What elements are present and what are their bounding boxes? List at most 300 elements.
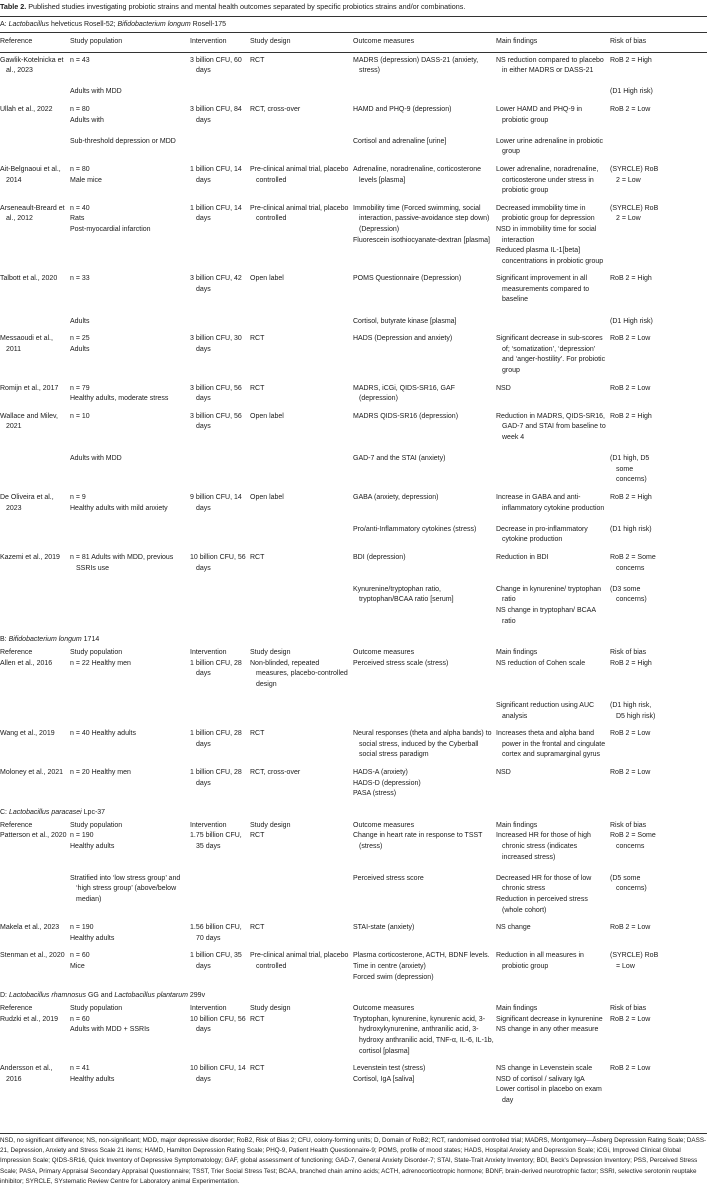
cell-reference	[0, 831, 70, 863]
study-design-text: RCT	[250, 56, 265, 64]
outcome-measures-text: BDI (depression)	[353, 553, 406, 561]
table-row	[0, 56, 707, 77]
cell-outcome-measures	[353, 831, 496, 863]
cell-study-population	[70, 831, 190, 863]
risk-of-bias-text: RoB 2 = Low	[610, 924, 651, 932]
cell-risk-of-bias	[610, 729, 707, 768]
study-population-text: Adults	[70, 317, 90, 325]
study-population-text: Mice	[70, 962, 85, 970]
cell-main-findings	[496, 574, 610, 634]
outcome-measures-text: Levenstein test (stress)	[353, 1065, 426, 1073]
cell-main-findings	[496, 56, 610, 77]
section-title-part: Bifidobacterium longum	[8, 636, 82, 644]
cell-risk-of-bias	[610, 831, 707, 863]
cell-main-findings	[496, 1064, 610, 1113]
cell-intervention	[190, 768, 250, 807]
cell-study-design	[250, 659, 353, 691]
cell-study-design	[250, 412, 353, 444]
outcome-measures-text: Pro/anti-Inflammatory cytokines (stress)	[353, 525, 477, 533]
column-header-outcome-measures: Outcome measures	[353, 1005, 415, 1013]
column-header-row	[0, 33, 707, 53]
section-title-part: Lactobacillus plantarum	[114, 992, 188, 1000]
cell-study-population	[70, 306, 190, 334]
cell-main-findings	[496, 514, 610, 553]
study-design-text: RCT	[250, 1065, 265, 1073]
cell-outcome-measures	[353, 56, 496, 77]
study-population-text: Adults with MDD	[70, 88, 122, 96]
cell-study-design	[250, 165, 353, 204]
cell-reference	[0, 768, 70, 807]
outcome-measures-text: Neural responses (theta and alpha bands) to social stress, induced by the Cyberball social stress paradigm	[353, 730, 492, 759]
section-title-part: 299v	[187, 992, 206, 1000]
reference-text: Allen et al., 2016	[0, 659, 53, 667]
main-findings-text: Reduction in BDI	[496, 553, 549, 561]
main-findings-text: NS change in any other measure	[496, 1026, 599, 1034]
cell-study-design	[250, 334, 353, 383]
main-findings-text: Lower cortisol in placebo on exam day	[496, 1086, 602, 1104]
table-label: Table 2.	[0, 2, 27, 11]
cell-main-findings	[496, 493, 610, 514]
column-header-risk-of-bias: Risk of bias	[610, 821, 647, 829]
study-design-text: Open label	[250, 493, 284, 501]
outcome-measures-text: HAMD and PHQ-9 (depression)	[353, 105, 452, 113]
section-title-part: 1714	[81, 636, 100, 644]
section-title-part: Bifidobacterium longum	[117, 21, 191, 28]
section-table	[0, 820, 707, 990]
cell-reference	[0, 334, 70, 383]
cell-reference	[0, 493, 70, 514]
section-title	[0, 807, 707, 820]
intervention-text: 3 billion CFU, 42 days	[190, 275, 242, 293]
study-design-text: RCT	[250, 730, 265, 738]
cell-study-population	[70, 412, 190, 444]
study-population-text: n = 60	[70, 1015, 90, 1023]
study-design-text: RCT	[250, 335, 265, 343]
table-subrow	[0, 514, 707, 553]
outcome-measures-text: Tryptophan, kynurenine, kynurenic acid, 3-hydroxykynurenine, anthranilic acid, 3-hydroxy anthranilic acid, TNF-α, IL-6, IL-1b, cortisol [plasma]	[353, 1015, 494, 1055]
column-header-study-design: Study design	[250, 649, 291, 657]
table-row	[0, 384, 707, 412]
intervention-text: 1 billion CFU, 28 days	[190, 730, 242, 748]
study-population-text: Healthy adults, moderate stress	[70, 395, 169, 403]
main-findings-text: Decreased HR for those of low chronic stress	[496, 874, 592, 893]
cell-outcome-measures	[353, 951, 496, 990]
section-title-part: GG and	[86, 992, 115, 1000]
cell-main-findings	[496, 863, 610, 923]
main-findings-text: Lower HAMD and PHQ-9 in probiotic group	[496, 105, 582, 124]
cell-risk-of-bias	[610, 863, 707, 923]
outcome-measures-text: STAI-state (anxiety)	[353, 924, 415, 932]
cell-intervention	[190, 553, 250, 574]
cell-intervention	[190, 77, 250, 105]
cell-risk-of-bias	[610, 1015, 707, 1064]
table-subrow	[0, 574, 707, 634]
cell-study-population	[70, 768, 190, 807]
outcome-measures-text: Adrenaline, noradrenaline, corticosterone levels [plasma]	[353, 165, 482, 184]
table-row	[0, 105, 707, 126]
cell-study-design	[250, 951, 353, 990]
cell-risk-of-bias	[610, 334, 707, 383]
intervention-text: 1 billion CFU, 35 days	[190, 952, 242, 970]
column-header-outcome-measures: Outcome measures	[353, 821, 415, 829]
intervention-text: 10 billion CFU, 56 days	[190, 553, 246, 572]
cell-reference	[0, 165, 70, 204]
section-title	[0, 634, 707, 647]
study-population-text: Healthy adults	[70, 934, 115, 942]
study-population-text: n = 10	[70, 412, 90, 420]
cell-intervention	[190, 493, 250, 514]
main-findings-text: Reduction in all measures in probiotic group	[496, 952, 584, 970]
intervention-text: 1 billion CFU, 14 days	[190, 165, 242, 184]
intervention-text: 3 billion CFU, 56 days	[190, 384, 242, 403]
cell-study-population	[70, 863, 190, 923]
column-header-row	[0, 1003, 707, 1015]
cell-outcome-measures	[353, 1064, 496, 1113]
cell-main-findings	[496, 384, 610, 412]
table-subrow	[0, 863, 707, 923]
cell-risk-of-bias	[610, 384, 707, 412]
cell-study-population	[70, 77, 190, 105]
cell-outcome-measures	[353, 274, 496, 306]
cell-risk-of-bias	[610, 1064, 707, 1113]
cell-study-population	[70, 1015, 190, 1064]
column-header-reference: Reference	[0, 649, 33, 657]
cell-main-findings	[496, 659, 610, 691]
cell-intervention	[190, 56, 250, 77]
table-footnote: NSD, no significant difference; NS, non-significant; MDD, major depressive disorder; RoB2, Risk of Bias 2; CFU, colony-forming units; D, Domain of RoB2; RCT, randomised controlled trial; MADRS, Montgomery—Åsberg Depression Rating Scale; DASS-21, Depression, Anxiety and Stress Scale 21 items; HAMD, Hamilton Depression Rating Scale; PHQ-9, Patient Health Questionnaire-9; POMS, profile of mood states; HADS, Hospital Anxiety and Depression Scale; iCGi, Improved Clinical Global Impression Scale; QIDS-SR16, Quick Inventory of Depressive Symptomatology; GAF, global assessment of functioning; GAD-7, General Anxiety Disorder-7; STAI, State-Trait Anxiety Inventory; BDI, Beck's Depression Inventory; PSS, Perceived Stress Scale; PASA, Primary Appraisal Secondary Appraisal Questionnaire; TSST, Trier Social Stress Test; BCAA, branched chain amino acids; ACTH, adrenocorticotropic hormone; BDNF, brain-derived neurotrophic factor; SSRI, selective serotonin reuptake inhibitor; SYRCLE, SYstematic Review Centre for Laboratory animal Experimentation.	[0, 1137, 707, 1185]
cell-reference	[0, 274, 70, 306]
risk-of-bias-text: (D1 high, D5 some concerns)	[610, 455, 650, 484]
study-population-text: n = 79	[70, 384, 90, 392]
table-row	[0, 334, 707, 383]
table-row	[0, 553, 707, 574]
footnote-rule	[0, 1133, 707, 1134]
cell-outcome-measures	[353, 204, 496, 275]
cell-reference	[0, 923, 70, 951]
cell-outcome-measures	[353, 493, 496, 514]
cell-intervention	[190, 1064, 250, 1113]
risk-of-bias-text: (D1 high risk)	[610, 525, 652, 533]
cell-study-design	[250, 514, 353, 553]
main-findings-text: Reduced plasma IL-1[beta] concentrations in probiotic group	[496, 247, 604, 265]
column-header-main-findings: Main findings	[496, 1005, 538, 1013]
reference-text: Makela et al., 2023	[0, 924, 60, 932]
cell-main-findings	[496, 444, 610, 493]
cell-risk-of-bias	[610, 274, 707, 306]
outcome-measures-text: PASA (stress)	[353, 790, 397, 798]
outcome-measures-text: HADS (Depression and anxiety)	[353, 335, 453, 343]
cell-study-population	[70, 553, 190, 574]
cell-intervention	[190, 412, 250, 444]
risk-of-bias-text: RoB 2 = Low	[610, 335, 651, 343]
cell-main-findings	[496, 1015, 610, 1064]
cell-reference	[0, 384, 70, 412]
cell-study-population	[70, 105, 190, 126]
cell-outcome-measures	[353, 659, 496, 691]
cell-reference	[0, 574, 70, 634]
cell-reference	[0, 56, 70, 77]
cell-intervention	[190, 306, 250, 334]
cell-risk-of-bias	[610, 126, 707, 165]
cell-main-findings	[496, 306, 610, 334]
cell-risk-of-bias	[610, 204, 707, 275]
cell-outcome-measures	[353, 923, 496, 951]
study-population-text: Rats	[70, 215, 85, 223]
cell-outcome-measures	[353, 165, 496, 204]
cell-reference	[0, 204, 70, 275]
section-title-part: Lpc-37	[81, 808, 106, 816]
section-title-part: Lactobacillus rhamnosus	[8, 992, 86, 1000]
main-findings-text: NSD in immobility time for social interaction	[496, 225, 597, 244]
cell-study-population	[70, 204, 190, 275]
study-population-text: n = 20 Healthy men	[70, 769, 131, 777]
cell-outcome-measures	[353, 574, 496, 634]
cell-outcome-measures	[353, 690, 496, 729]
table-row	[0, 165, 707, 204]
cell-study-population	[70, 1064, 190, 1113]
reference-text: Stenman et al., 2020	[0, 952, 65, 960]
study-design-text: Open label	[250, 275, 284, 283]
column-header-study-design: Study design	[250, 1005, 291, 1013]
column-header-risk-of-bias: Risk of bias	[610, 38, 647, 45]
outcome-measures-text: Perceived stress scale (stress)	[353, 659, 449, 667]
risk-of-bias-text: (SYRCLE) RoB 2 = Low	[610, 204, 659, 223]
reference-text: Moloney et al., 2021	[0, 769, 64, 777]
reference-text: Talbott et al., 2020	[0, 275, 58, 283]
section-title-part: Lactobacillus paracasei	[8, 808, 82, 816]
main-findings-text: Significant reduction using AUC analysis	[496, 702, 595, 720]
column-header-main-findings: Main findings	[496, 649, 538, 657]
section-title-part: A:	[0, 21, 9, 28]
study-population-text: n = 80	[70, 165, 90, 173]
column-header-study-design: Study design	[250, 821, 291, 829]
cell-main-findings	[496, 204, 610, 275]
cell-study-design	[250, 1015, 353, 1064]
reference-text: Kazemi et al., 2019	[0, 553, 60, 561]
study-population-text: n = 33	[70, 275, 90, 283]
cell-reference	[0, 412, 70, 444]
study-population-text: Healthy adults	[70, 843, 115, 850]
column-header-risk-of-bias: Risk of bias	[610, 649, 647, 657]
cell-study-population	[70, 444, 190, 493]
risk-of-bias-text: (D5 some concerns)	[610, 874, 647, 893]
outcome-measures-text: Perceived stress score	[353, 874, 424, 882]
table-row	[0, 412, 707, 444]
cell-intervention	[190, 729, 250, 768]
table-row	[0, 923, 707, 951]
risk-of-bias-text: RoB 2 = Low	[610, 1015, 651, 1023]
cell-study-design	[250, 204, 353, 275]
cell-main-findings	[496, 77, 610, 105]
cell-main-findings	[496, 951, 610, 990]
cell-reference	[0, 729, 70, 768]
cell-outcome-measures	[353, 126, 496, 165]
study-design-text: RCT	[250, 384, 265, 392]
cell-study-design	[250, 831, 353, 863]
study-population-text: n = 40 Healthy adults	[70, 730, 136, 738]
cell-reference	[0, 1064, 70, 1113]
outcome-measures-text: Plasma corticosterone, ACTH, BDNF levels.	[353, 952, 490, 960]
intervention-text: 10 billion CFU, 14 days	[190, 1065, 246, 1083]
risk-of-bias-text: RoB 2 = High	[610, 56, 652, 64]
cell-outcome-measures	[353, 412, 496, 444]
cell-reference	[0, 105, 70, 126]
column-header-intervention: Intervention	[190, 649, 227, 657]
risk-of-bias-text: RoB 2 = High	[610, 659, 652, 667]
cell-main-findings	[496, 553, 610, 574]
study-population-text: n = 60	[70, 952, 90, 960]
section-title-part: helveticus Rosell-52;	[49, 21, 118, 28]
cell-study-population	[70, 514, 190, 553]
cell-reference	[0, 659, 70, 691]
main-findings-text: NS reduction of Cohen scale	[496, 659, 586, 667]
study-population-text: n = 190	[70, 832, 94, 840]
intervention-text: 1 billion CFU, 28 days	[190, 769, 242, 787]
risk-of-bias-text: RoB 2 = Low	[610, 769, 651, 777]
table-subrow	[0, 77, 707, 105]
cell-risk-of-bias	[610, 951, 707, 990]
cell-main-findings	[496, 165, 610, 204]
reference-text: Romijn et al., 2017	[0, 384, 59, 392]
study-population-text: Healthy adults	[70, 1075, 115, 1083]
cell-study-design	[250, 729, 353, 768]
section-title-part: Rosell-175	[190, 21, 227, 28]
results-table	[0, 19, 707, 1113]
column-header-intervention: Intervention	[190, 1005, 227, 1013]
outcome-measures-text: Kynurenine/tryptophan ratio, tryptophan/BCAA ratio [serum]	[353, 585, 454, 604]
cell-study-design	[250, 384, 353, 412]
outcome-measures-text: GAD-7 and the STAI (anxiety)	[353, 455, 446, 463]
reference-text: Messaoudi et al., 2011	[0, 335, 53, 353]
main-findings-text: NSD	[496, 384, 511, 392]
cell-intervention	[190, 923, 250, 951]
cell-study-population	[70, 951, 190, 990]
cell-study-design	[250, 863, 353, 923]
intervention-text: 3 billion CFU, 60 days	[190, 56, 242, 75]
risk-of-bias-text: RoB 2 = High	[610, 493, 652, 501]
reference-text: Ait-Belgnaoui et al., 2014	[0, 165, 61, 184]
intervention-text: 3 billion CFU, 30 days	[190, 335, 242, 353]
cell-main-findings	[496, 126, 610, 165]
reference-text: Wallace and Milev, 2021	[0, 412, 58, 431]
cell-outcome-measures	[353, 553, 496, 574]
main-findings-text: Increased HR for those of high chronic stress (indicates increased stress)	[496, 832, 591, 861]
intervention-text: 1 billion CFU, 14 days	[190, 204, 242, 223]
cell-main-findings	[496, 831, 610, 863]
cell-outcome-measures	[353, 514, 496, 553]
main-findings-text: Decreased immobility time in probiotic group for depression	[496, 204, 595, 223]
table-subrow	[0, 690, 707, 729]
cell-reference	[0, 863, 70, 923]
study-population-text: Adults with MDD	[70, 455, 122, 463]
cell-risk-of-bias	[610, 306, 707, 334]
study-population-text: n = 41	[70, 1065, 90, 1073]
cell-outcome-measures	[353, 768, 496, 807]
cell-risk-of-bias	[610, 574, 707, 634]
main-findings-text: NS change	[496, 924, 531, 932]
intervention-text: 3 billion CFU, 84 days	[190, 105, 242, 124]
cell-study-population	[70, 690, 190, 729]
study-population-text: Male mice	[70, 176, 102, 184]
study-design-text: RCT, cross-over	[250, 769, 301, 777]
table-row	[0, 204, 707, 275]
study-design-text: RCT, cross-over	[250, 105, 301, 113]
table-subrow	[0, 126, 707, 165]
outcome-measures-text: GABA (anxiety, depression)	[353, 493, 439, 501]
table-row	[0, 729, 707, 768]
cell-outcome-measures	[353, 444, 496, 493]
section-title-part: C:	[0, 808, 9, 816]
cell-risk-of-bias	[610, 56, 707, 77]
risk-of-bias-text: RoB 2 = Low	[610, 1065, 651, 1073]
outcome-measures-text: POMS Questionnaire (Depression)	[353, 275, 462, 283]
reference-text: Wang et al., 2019	[0, 730, 55, 738]
cell-outcome-measures	[353, 1015, 496, 1064]
study-design-text: Open label	[250, 412, 284, 420]
intervention-text: 9 billion CFU, 14 days	[190, 493, 242, 512]
cell-study-population	[70, 126, 190, 165]
column-header-row	[0, 820, 707, 832]
risk-of-bias-text: (D1 high risk, D5 high risk)	[610, 702, 656, 720]
cell-intervention	[190, 1015, 250, 1064]
cell-risk-of-bias	[610, 165, 707, 204]
main-findings-text: Reduction in MADRS, QIDS-SR16, GAD-7 and STAI from baseline to week 4	[496, 412, 606, 441]
column-header-reference: Reference	[0, 1005, 33, 1013]
column-header-outcome-measures: Outcome measures	[353, 649, 415, 657]
cell-study-design	[250, 923, 353, 951]
cell-study-design	[250, 56, 353, 77]
section-title-part: D:	[0, 992, 9, 1000]
outcome-measures-text: Cortisol, butyrate kinase [plasma]	[353, 317, 457, 325]
risk-of-bias-text: RoB 2 = Low	[610, 730, 651, 738]
study-population-text: n = 25	[70, 335, 90, 343]
cell-study-population	[70, 165, 190, 204]
study-population-text: Post-myocardial infarction	[70, 225, 151, 233]
study-population-text: n = 43	[70, 56, 90, 64]
reference-text: Gawlik-Kotelnicka et al., 2023	[0, 56, 64, 75]
cell-intervention	[190, 863, 250, 923]
cell-study-design	[250, 126, 353, 165]
section-table	[0, 1003, 707, 1113]
risk-of-bias-text: (D1 High risk)	[610, 317, 653, 325]
cell-reference	[0, 306, 70, 334]
cell-study-design	[250, 444, 353, 493]
study-population-text: Adults	[70, 345, 90, 353]
table-row	[0, 1064, 707, 1113]
reference-text: Ullah et al., 2022	[0, 105, 53, 113]
intervention-text: 3 billion CFU, 56 days	[190, 412, 242, 431]
cell-reference	[0, 514, 70, 553]
column-header-study-population: Study population	[70, 821, 123, 829]
cell-main-findings	[496, 729, 610, 768]
risk-of-bias-text: (D3 some concerns)	[610, 585, 647, 604]
column-header-outcome-measures: Outcome measures	[353, 38, 415, 45]
cell-study-design	[250, 553, 353, 574]
main-findings-text: NS change in tryptophan/ BCAA ratio	[496, 606, 596, 625]
main-findings-text: Significant improvement in all measurements compared to baseline	[496, 275, 590, 304]
cell-risk-of-bias	[610, 444, 707, 493]
table-row	[0, 274, 707, 306]
cell-intervention	[190, 334, 250, 383]
cell-risk-of-bias	[610, 768, 707, 807]
cell-intervention	[190, 574, 250, 634]
outcome-measures-text: HADS-D (depression)	[353, 779, 421, 787]
main-findings-text: NS reduction compared to placebo in either MADRS or DASS-21	[496, 56, 604, 75]
top-rule	[0, 16, 707, 17]
column-header-study-design: Study design	[250, 38, 291, 45]
cell-main-findings	[496, 412, 610, 444]
section-title-part: B:	[0, 636, 9, 644]
